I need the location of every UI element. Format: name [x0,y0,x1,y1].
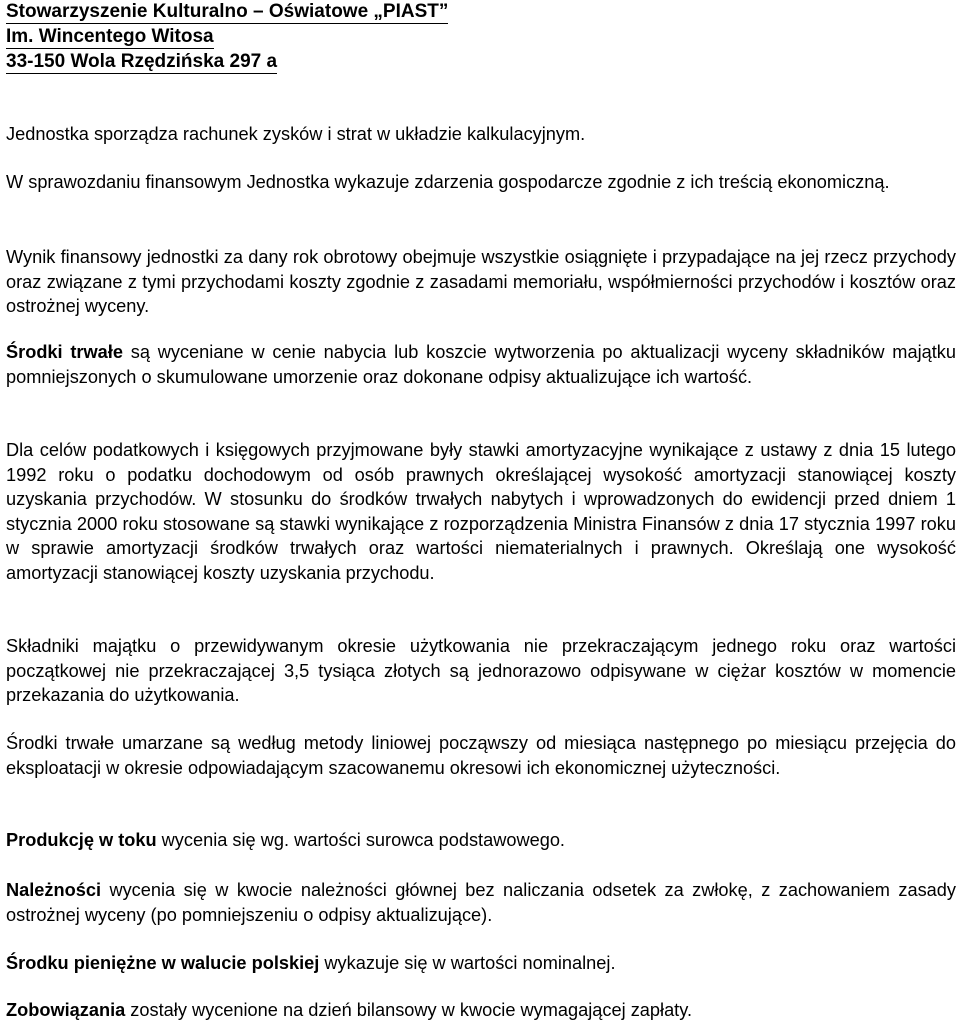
organization-header [6,1,956,74]
paragraph-liabilities-text: zostały wycenione na dzień bilansowy w kwocie wymagającej zapłaty. [125,1000,693,1020]
paragraph-linear-depreciation: Środki trwałe umarzane są według metody liniowej począwszy od miesiąca następnego po miesiącu przejęcia do eksploatacji w okresie odpowiadającym szacowanemu okresowi ich ekonomicznej użyteczności. [6,733,956,778]
paragraph-financial-statement: W sprawozdaniu finansowym Jednostka wykazuje zdarzenia gospodarcze zgodnie z ich treścią ekonomiczną. [6,172,890,192]
paragraph-work-in-progress [6,828,956,853]
term-receivables: Należności [6,880,102,900]
paragraph-low-value-assets: Składniki majątku o przewidywanym okresie użytkowania nie przekraczającym jednego roku oraz wartości początkowej nie przekraczającej 3,5 tysiąca złotych są jednorazowo odpisywane w ciężar kosztów w momencie przekazania do użytkowania. [6,636,956,706]
paragraph-financial-result: Wynik finansowy jednostki za dany rok obrotowy obejmuje wszystkie osiągnięte i przypadające na jej rzecz przychody oraz związane z tymi przychodami koszty zgodnie z zasadami memoriału, współmierności przychodów i kosztów oraz ostrożnej wyceny. [6,247,956,317]
term-fixed-assets: Środki trwałe [6,342,123,362]
header-org-name: Stowarzyszenie Kulturalno – Oświatowe „PIAST” [6,1,449,22]
term-liabilities: Zobowiązania [6,1000,126,1020]
header-address: 33-150 Wola Rzędzińska 297 a [6,51,278,72]
paragraph-cash-text: wykazuje się w wartości nominalnej. [319,953,616,973]
paragraph-fixed-assets-text: są wyceniane w cenie nabycia lub koszcie wytworzenia po aktualizacji wyceny składników majątku pomniejszonych o skumulowane umorzenie oraz dokonane odpisy aktualizujące ich wartość. [6,342,956,387]
paragraph-receivables-text: wycenia się w kwocie należności głównej bez naliczania odsetek za zwłokę, z zachowaniem zasady ostrożnej wyceny (po pomniejszeniu o odpisy aktualizujące). [6,880,956,925]
paragraph-work-in-progress-text: wycenia się wg. wartości surowca podstawowego. [156,830,565,850]
paragraph-receivables [6,878,956,927]
header-patron: Im. Wincentego Witosa [6,26,214,47]
paragraph-cash [6,951,956,976]
paragraph-fixed-assets [6,340,956,389]
document-page [6,0,956,1020]
paragraph-profit-loss-account: Jednostka sporządza rachunek zysków i strat w układzie kalkulacyjnym. [6,124,586,144]
paragraph-liabilities [6,998,956,1023]
paragraph-depreciation-rates: Dla celów podatkowych i księgowych przyjmowane były stawki amortyzacyjne wynikające z ustawy z dnia 15 lutego 1992 roku o podatku dochodowym od osób prawnych określającej wysokość amortyzacji stanowiącej koszty uzyskania przychodów. W stosunku do środków trwałych nabytych i wprowadzonych do ewidencji przed dniem 1 stycznia 2000 roku stosowane są stawki wynikające z rozporządzenia Ministra Finansów z dnia 17 stycznia 1997 roku w sprawie amortyzacji środków trwałych oraz wartości niematerialnych i prawnych. Określają one wysokość amortyzacji stanowiącej koszty uzyskania przychodu. [6,440,956,583]
term-work-in-progress: Produkcję w toku [6,830,157,850]
term-cash: Środku pieniężne w walucie polskiej [6,953,320,973]
